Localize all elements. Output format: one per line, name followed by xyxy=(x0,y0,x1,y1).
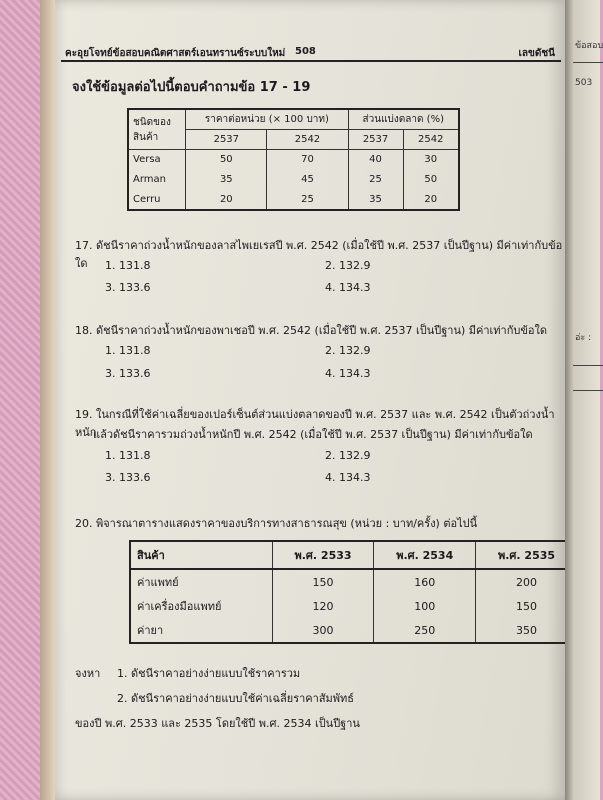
book-page xyxy=(55,0,565,800)
table-row xyxy=(128,190,459,210)
header-rule xyxy=(61,60,561,62)
directive-text: จงใช้ข้อมูลต่อไปนี้ตอบคำถามข้อ 17 - 19 xyxy=(72,80,311,95)
task-label: จงหา xyxy=(75,667,101,680)
q19-option-2: 2. 132.9 xyxy=(325,449,371,462)
table1-cell: 20 xyxy=(403,190,459,210)
q17-option-3: 3. 133.6 xyxy=(105,281,151,294)
q19-option-3: 3. 133.6 xyxy=(105,471,151,484)
table-row xyxy=(130,569,578,594)
table-row xyxy=(128,150,459,170)
table2-cell-name: ค่าแพทย์ xyxy=(130,569,272,594)
q18-option-3: 3. 133.6 xyxy=(105,367,151,380)
table1-cell: 40 xyxy=(348,150,403,170)
table-row xyxy=(130,594,578,618)
table2-cell-name: ค่ายา xyxy=(130,618,272,643)
table1-cell: 45 xyxy=(267,170,348,190)
question-17: 17. ดัชนีราคาถ่วงน้ำหนักของลาสไพเยเรสปี พ.ศ. 2542 (เมื่อใช้ปี พ.ศ. 2537 เป็นปีฐาน) มีค่าเท่ากับข้อใด xyxy=(75,239,563,270)
page-header xyxy=(55,40,565,60)
table2-cell: 160 xyxy=(374,569,476,594)
market-share-table xyxy=(127,108,460,211)
table1-cell: 50 xyxy=(403,170,459,190)
table2-cell: 120 xyxy=(272,594,374,618)
table1-header-price: ราคาต่อหน่วย (× 100 บาท) xyxy=(186,109,348,130)
table1-cell: 50 xyxy=(186,150,267,170)
question-20: 20. พิจารณาตารางแสดงราคาของบริการทางสาธารณสุข (หน่วย : บาท/ครั้ง) ต่อไปนี้ xyxy=(75,517,478,530)
header-title: คะอุยโจทย์ข้อสอบคณิตศาสตร์เอนทรานซ์ระบบใหม่ xyxy=(65,48,286,59)
table1-year: 2537 xyxy=(348,130,403,150)
table2-header-year: พ.ศ. 2533 xyxy=(272,541,374,569)
table1-cell: 25 xyxy=(348,170,403,190)
table2-cell-name: ค่าเครื่องมือแพทย์ xyxy=(130,594,272,618)
q19-option-1: 1. 131.8 xyxy=(105,449,151,462)
q19-option-4: 4. 134.3 xyxy=(325,471,371,484)
task-item-1: 1. ดัชนีราคาอย่างง่ายแบบใช้ราคารวม xyxy=(117,667,301,680)
table1-cell-name: Versa xyxy=(128,150,186,170)
header-page-number: 508 xyxy=(295,46,316,57)
table1-header-goods-line1: ชนิดของ xyxy=(133,116,171,128)
health-service-price-table xyxy=(129,540,579,644)
table1-year: 2542 xyxy=(267,130,348,150)
adjacent-page-rule xyxy=(573,390,603,391)
task-item-2: 2. ดัชนีราคาอย่างง่ายแบบใช้ค่าเฉลี่ยราคาสัมพัทธ์ xyxy=(117,692,354,705)
table2-header-goods: สินค้า xyxy=(130,541,272,569)
table2-cell: 150 xyxy=(272,569,374,594)
table1-cell: 20 xyxy=(186,190,267,210)
question-19-line1: 19. ในกรณีที่ใช้ค่าเฉลี่ยของเปอร์เซ็นต์ส่วนแบ่งตลาดของปี พ.ศ. 2537 และ พ.ศ. 2542 เป็นตัวถ่วงน้ำหนัก xyxy=(75,408,555,439)
table2-cell: 250 xyxy=(374,618,476,643)
q17-option-4: 4. 134.3 xyxy=(325,281,371,294)
adjacent-page-fragment: อ่ะ : xyxy=(575,333,592,343)
table1-year: 2537 xyxy=(186,130,267,150)
q17-option-1: 1. 131.8 xyxy=(105,259,151,272)
table2-cell: 350 xyxy=(476,618,578,643)
task-closing: ของปี พ.ศ. 2533 และ 2535 โดยใช้ปี พ.ศ. 2534 เป็นปีฐาน xyxy=(75,717,360,730)
question-18: 18. ดัชนีราคาถ่วงน้ำหนักของพาเชอปี พ.ศ. 2542 (เมื่อใช้ปี พ.ศ. 2537 เป็นปีฐาน) มีค่าเท่ากับข้อใด xyxy=(75,324,548,337)
adjacent-page xyxy=(565,0,603,800)
table1-header-goods-line2: สินค้า xyxy=(133,131,159,143)
header-section: เลขดัชนี xyxy=(518,48,555,59)
table1-cell: 30 xyxy=(403,150,459,170)
table1-cell: 35 xyxy=(348,190,403,210)
adjacent-page-fragment: 503 xyxy=(575,78,593,88)
q18-option-1: 1. 131.8 xyxy=(105,344,151,357)
q18-option-2: 2. 132.9 xyxy=(325,344,371,357)
table2-cell: 300 xyxy=(272,618,374,643)
table1-cell: 25 xyxy=(267,190,348,210)
table1-cell: 35 xyxy=(186,170,267,190)
table1-header-share: ส่วนแบ่งตลาด (%) xyxy=(348,109,459,130)
table2-header-year: พ.ศ. 2535 xyxy=(476,541,578,569)
table-row xyxy=(130,618,578,643)
table1-cell-name: Cerru xyxy=(128,190,186,210)
table1-cell: 70 xyxy=(267,150,348,170)
table2-header-year: พ.ศ. 2534 xyxy=(374,541,476,569)
question-19-line2: แล้วดัชนีราคารวมถ่วงน้ำหนักปี พ.ศ. 2542 (เมื่อใช้ปี พ.ศ. 2537 เป็นปีฐาน) มีค่าเท่ากับข้อใด xyxy=(93,428,533,441)
q18-option-4: 4. 134.3 xyxy=(325,367,371,380)
table2-cell: 100 xyxy=(374,594,476,618)
table2-cell: 150 xyxy=(476,594,578,618)
table2-cell: 200 xyxy=(476,569,578,594)
table-row xyxy=(128,170,459,190)
adjacent-page-rule xyxy=(573,365,603,366)
table2-header-row xyxy=(130,541,578,569)
table1-cell-name: Arman xyxy=(128,170,186,190)
table1-header-goods xyxy=(128,109,186,150)
table1-year: 2542 xyxy=(403,130,459,150)
adjacent-page-fragment: ข้อสอบ xyxy=(575,41,603,51)
q17-option-2: 2. 132.9 xyxy=(325,259,371,272)
adjacent-page-rule xyxy=(573,62,603,63)
